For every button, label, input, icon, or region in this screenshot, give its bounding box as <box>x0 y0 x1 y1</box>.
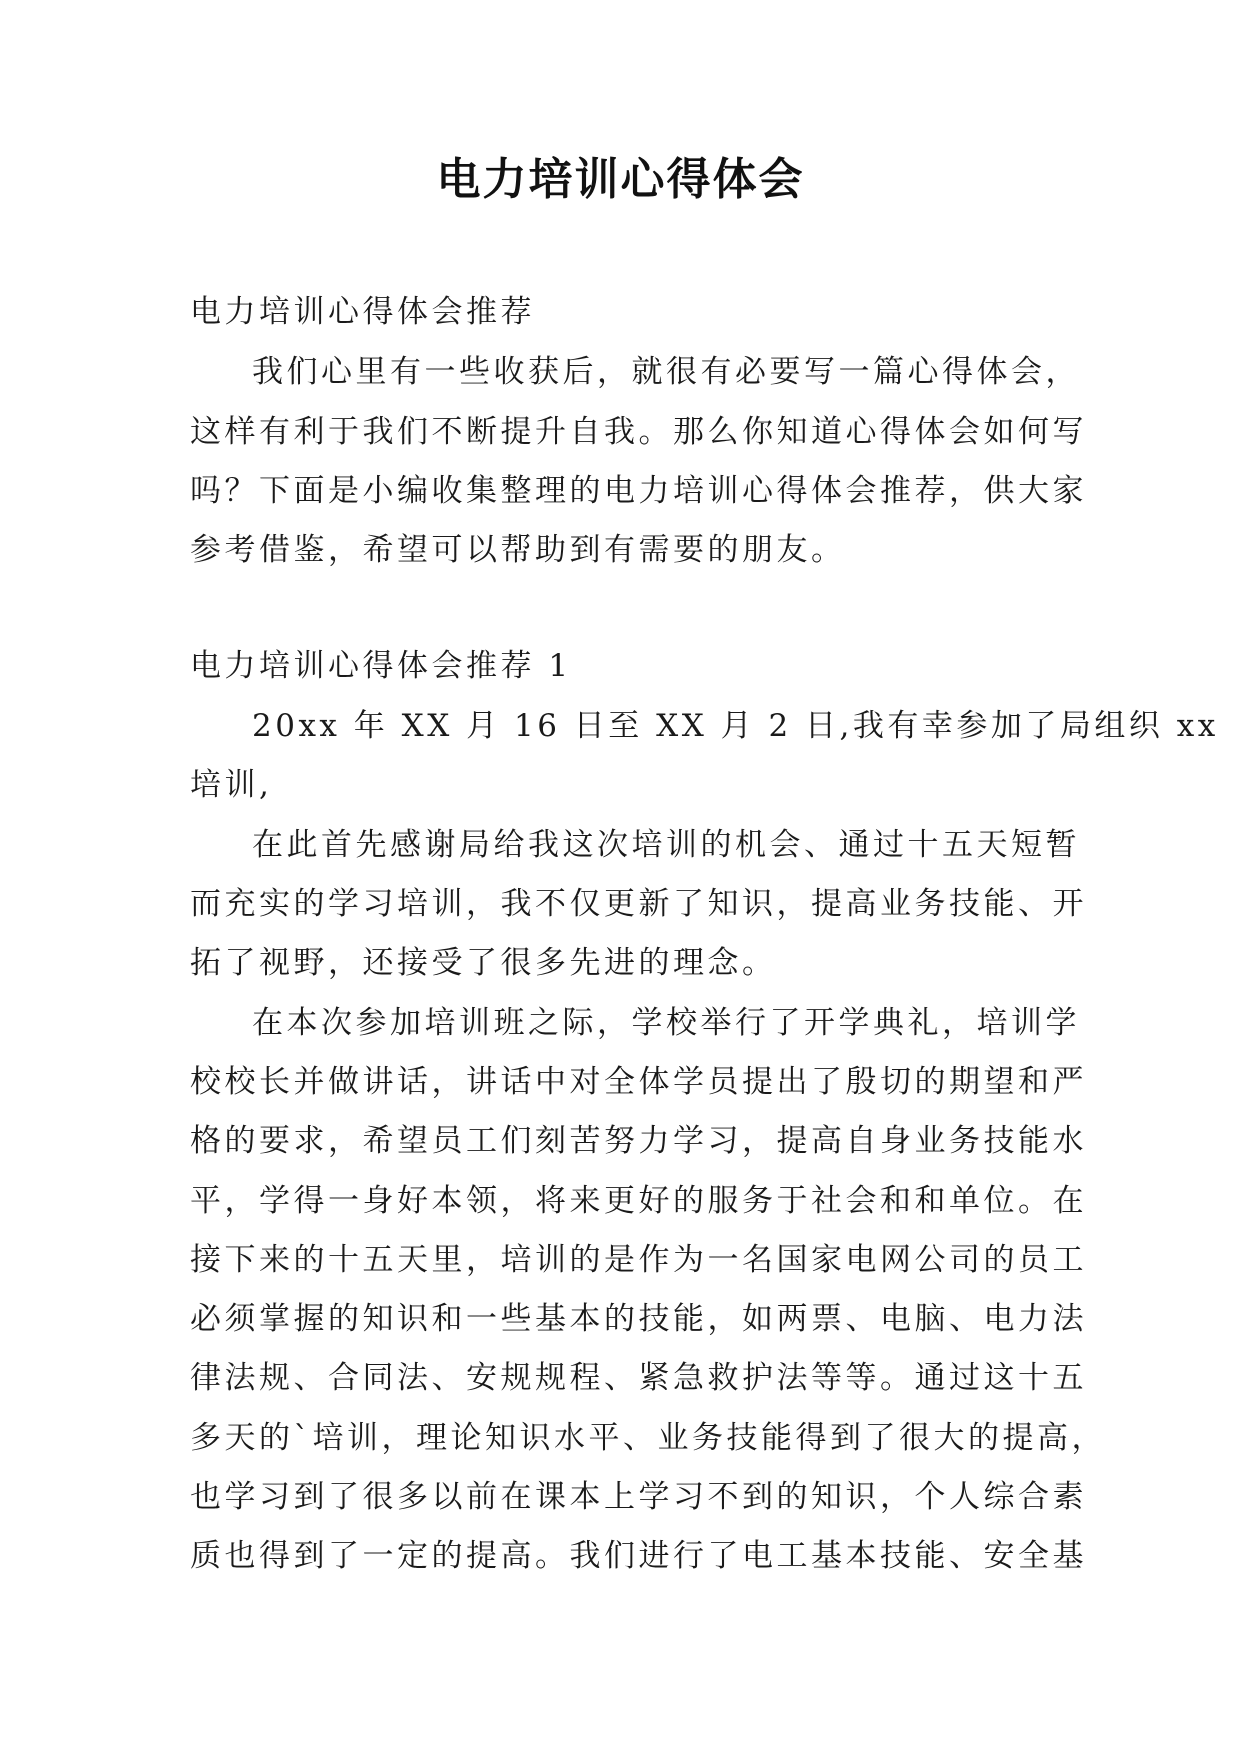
paragraph-line: 在此首先感谢局给我这次培训的机会、通过十五天短暂 <box>252 827 1080 863</box>
section-heading: 电力培训心得体会推荐 <box>190 294 535 330</box>
paragraph-line: 也学习到了很多以前在课本上学习不到的知识，个人综合素 <box>190 1479 1087 1515</box>
paragraph-line: 20xx 年 XX 月 16 日至 XX 月 2 日,我有幸参加了局组织 xx <box>252 708 1219 744</box>
paragraph-line: 平，学得一身好本领，将来更好的服务于社会和和单位。在 <box>190 1183 1087 1219</box>
paragraph-line: 在本次参加培训班之际，学校举行了开学典礼，培训学 <box>252 1005 1080 1041</box>
paragraph-line: 校校长并做讲话，讲话中对全体学员提出了殷切的期望和严 <box>190 1064 1087 1100</box>
paragraph-line: 这样有利于我们不断提升自我。那么你知道心得体会如何写 <box>190 414 1087 450</box>
paragraph-line: 我们心里有一些收获后，就很有必要写一篇心得体会， <box>252 354 1080 390</box>
section-heading: 电力培训心得体会推荐 1 <box>190 648 572 684</box>
paragraph-line: 而充实的学习培训，我不仅更新了知识，提高业务技能、开 <box>190 886 1087 922</box>
page-title: 电力培训心得体会 <box>436 154 805 205</box>
paragraph-line: 律法规、合同法、安规规程、紧急救护法等等。通过这十五 <box>190 1360 1087 1396</box>
paragraph-line: 接下来的十五天里，培训的是作为一名国家电网公司的员工 <box>190 1242 1087 1278</box>
paragraph-line: 格的要求，希望员工们刻苦努力学习，提高自身业务技能水 <box>190 1123 1087 1159</box>
paragraph-line: 质也得到了一定的提高。我们进行了电工基本技能、安全基 <box>190 1538 1087 1574</box>
paragraph-line: 参考借鉴，希望可以帮助到有需要的朋友。 <box>190 532 846 568</box>
paragraph-line: 培训, <box>190 767 273 803</box>
paragraph-line: 吗？下面是小编收集整理的电力培训心得体会推荐，供大家 <box>190 473 1087 509</box>
paragraph-line: 拓了视野，还接受了很多先进的理念。 <box>190 945 777 981</box>
paragraph-line: 必须掌握的知识和一些基本的技能，如两票、电脑、电力法 <box>190 1301 1087 1337</box>
paragraph-line: 多天的`培训，理论知识水平、业务技能得到了很大的提高， <box>190 1420 1106 1456</box>
